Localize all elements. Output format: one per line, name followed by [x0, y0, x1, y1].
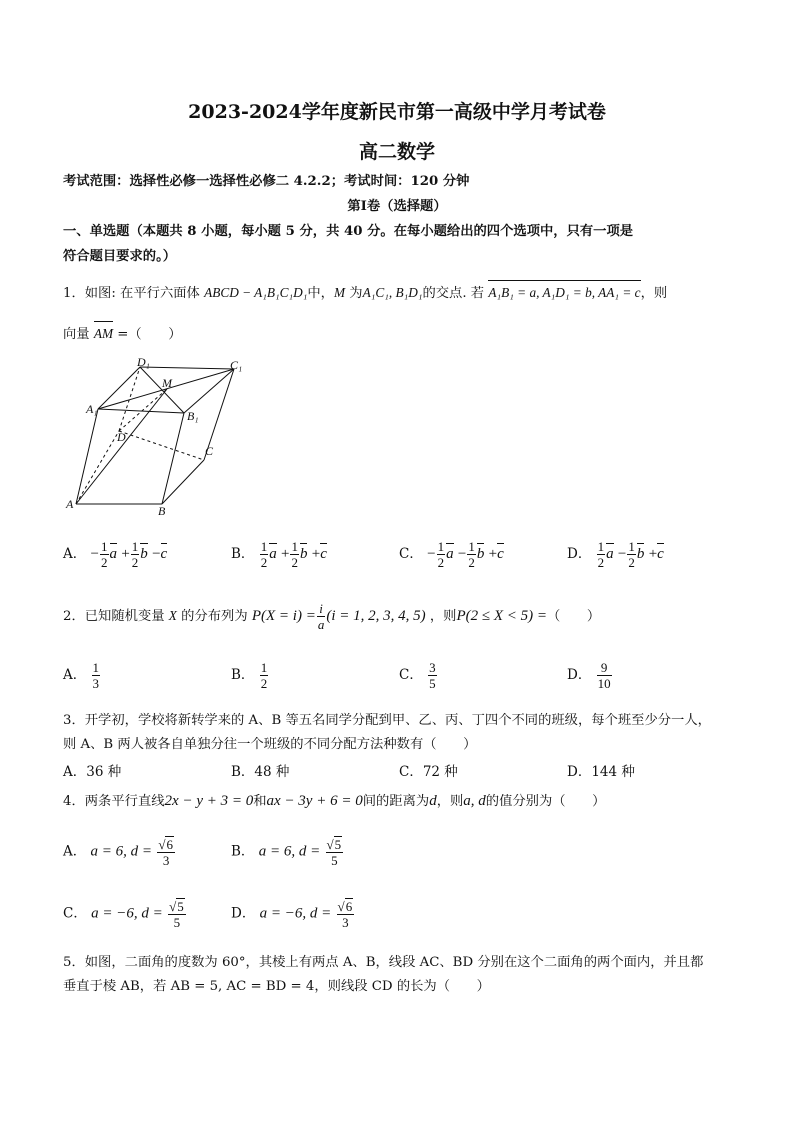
- section-heading-line1: 一、单选题（本题共 8 小题，每小题 5 分，共 40 分。在每小题给出的四个选项中，只有一项是: [63, 224, 634, 239]
- paper-title: 2023-2024学年度新民市第一高级中学月考试卷: [188, 101, 606, 123]
- q1-stem-line1: 1．如图: 在平行六面体 ABCD − A₁B₁C₁D₁中，M 为A₁C₁, B₁D₁的交点. 若 A₁B₁ = a, A₁D₁ = b, AA₁ = c，则: [63, 285, 668, 301]
- q1-option-b[interactable]: B． $\frac{1}{2}$ a + $\frac{1}{2}$ b +c: [231, 539, 327, 570]
- q4-stem: 4．两条平行直线2x − y + 3 = 0和ax − 3y + 6 = 0间的距离为d，则a, d的值分别为（ ）: [63, 793, 606, 809]
- label-b1: B₁: [187, 409, 199, 423]
- q1-condition: A₁B₁ = a, A₁D₁ = b, AA₁ = c: [488, 283, 640, 303]
- label-a1: A₁: [86, 402, 98, 416]
- section-heading-line2: 符合题目要求的。）: [63, 249, 177, 264]
- q3-stem-line1: 3．开学初，学校将新转学来的 A、B 等五名同学分配到甲、乙、丙、丁四个不同的班级，每个班至少分一人，: [63, 713, 711, 728]
- label-d1: D₁: [137, 355, 150, 369]
- label-b: B: [158, 504, 166, 515]
- q3-option-c[interactable]: C．72 种: [399, 764, 458, 780]
- q3-option-d[interactable]: D．144 种: [567, 764, 635, 780]
- q3-option-b[interactable]: B．48 种: [231, 764, 290, 780]
- q4-option-b[interactable]: B． a = 6, d = $\frac{√5}{5}$: [231, 837, 342, 868]
- q2-option-d[interactable]: D． $\frac{9}{10}$: [567, 660, 611, 691]
- q5-stem-line1: 5．如图，二面角的度数为 60°，其棱上有两点 A、B，线段 AC、BD 分别在这个二面角的两个面内，并且都: [63, 955, 704, 970]
- q4-option-a[interactable]: A． a = 6, d = $\frac{√6}{3}$: [63, 837, 173, 868]
- q3-option-a[interactable]: A．36 种: [63, 764, 122, 780]
- label-c: C: [205, 444, 214, 458]
- q1-option-a[interactable]: A． − $\frac{1}{2}$ a + $\frac{1}{2}$ b −c: [63, 539, 168, 570]
- parallelepiped-figure: [64, 355, 254, 515]
- q2-stem: 2．已知随机变量 X 的分布列为 P(X = i) = $\frac{i}{a}$ (i = 1, 2, 3, 4, 5) ，则P(2 ≤ X < 5) =（ ）: [63, 601, 601, 632]
- q4-option-d[interactable]: D． a = −6, d = $\frac{√6}{3}$: [231, 899, 353, 930]
- volume-heading: 第Ⅰ卷（选择题）: [347, 199, 447, 214]
- q3-stem-line2: 则 A、B 两人被各自单独分往一个班级的不同分配方法种数有（ ）: [63, 737, 477, 752]
- label-a: A: [66, 497, 74, 511]
- exam-info: 考试范围：选择性必修一选择性必修二 4.2.2；考试时间：120 分钟: [63, 174, 470, 189]
- q4-option-c[interactable]: C． a = −6, d = $\frac{√5}{5}$: [63, 899, 184, 930]
- q2-option-a[interactable]: A． $\frac{1}{3}$: [63, 660, 100, 691]
- q1-stem-line2: 向量 AM =（ ）: [63, 326, 182, 342]
- paper-subtitle: 高二数学: [358, 141, 435, 163]
- label-m: M: [162, 376, 172, 390]
- label-c1: C₁: [230, 358, 243, 372]
- q1-option-c[interactable]: C． − $\frac{1}{2}$ a − $\frac{1}{2}$ b +c: [399, 539, 504, 570]
- q2-option-c[interactable]: C． $\frac{3}{5}$: [399, 660, 436, 691]
- label-d: D: [117, 430, 126, 444]
- q2-option-b[interactable]: B． $\frac{1}{2}$: [231, 660, 268, 691]
- q1-option-d[interactable]: D． $\frac{1}{2}$ a − $\frac{1}{2}$ b +c: [567, 539, 664, 570]
- q5-stem-line2: 垂直于棱 AB，若 AB = 5, AC = BD = 4，则线段 CD 的长为（ ）: [63, 979, 490, 994]
